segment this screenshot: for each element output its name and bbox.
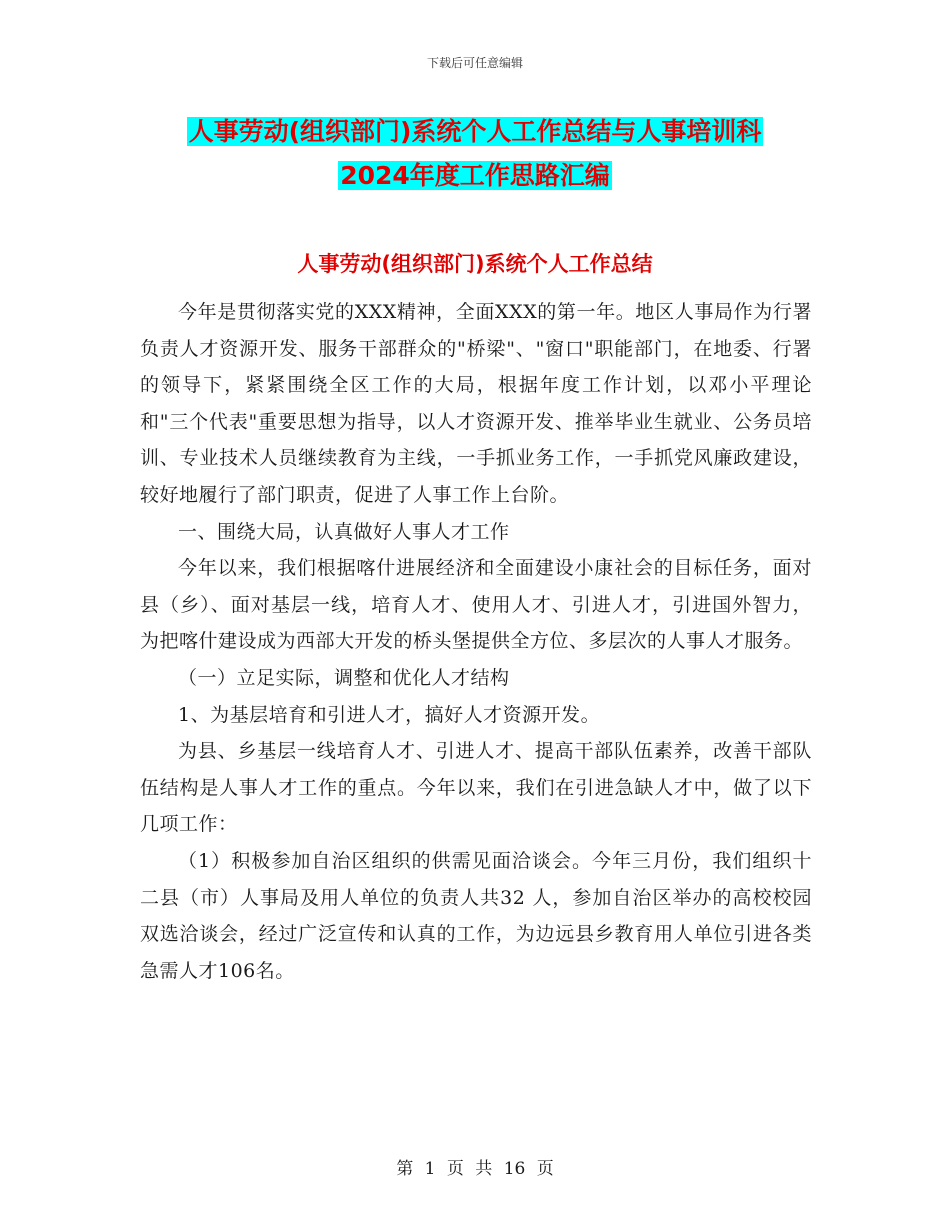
heading-level-1: 一、围绕大局，认真做好人事人才工作 bbox=[178, 520, 510, 543]
paragraph: 今年是贯彻落实党的XXX精神，全面XXX的第一年。地区人事局作为行署负责人才资源开发、服务干部群众的"桥梁"、"窗口"职能部门，在地委、行署的领导下，紧紧围绕全区工作的大局，根据年度工作计划，以邓小平理论和"三个代表"重要思想为指导，以人才资源开发、推举毕业生就业、公务员培训、专业技术人员继续教育为主线，一手抓业务工作，一手抓党风廉政建设，较好地履行了部门职责，促进了人事工作上台阶。 bbox=[140, 301, 812, 506]
title-line-1: 人事劳动(组织部门)系统个人工作总结与人事培训科 bbox=[188, 117, 762, 146]
paragraph: （1）积极参加自治区组织的供需见面洽谈会。今年三月份，我们组织十二县（市）人事局及用人单位的负责人共32 人，参加自治区举办的高校校园双选洽谈会，经过广泛宣传和认真的工作，为边远县乡教育用人单位引进各类急需人才106名。 bbox=[140, 849, 812, 982]
page-number-footer: 第 1 页 共 16 页 bbox=[396, 1159, 554, 1179]
section-title: 人事劳动(组织部门)系统个人工作总结 bbox=[297, 252, 653, 276]
document-title bbox=[130, 110, 820, 198]
page-header-note: 下载后可任意编辑 bbox=[426, 56, 523, 70]
heading-level-2: （一）立足实际，调整和优化人才结构 bbox=[178, 666, 510, 689]
paragraph: 为县、乡基层一线培育人才、引进人才、提高干部队伍素养，改善干部队伍结构是人事人才工作的重点。今年以来，我们在引进急缺人才中，做了以下几项工作： bbox=[140, 740, 812, 836]
body-text bbox=[140, 294, 812, 989]
heading-level-3: 1、为基层培育和引进人才，搞好人才资源开发。 bbox=[178, 703, 601, 726]
title-line-2: 2024年度工作思路汇编 bbox=[340, 161, 610, 190]
paragraph: 今年以来，我们根据喀什进展经济和全面建设小康社会的目标任务，面对县（乡）、面对基层一线，培育人才、使用人才、引进人才，引进国外智力，为把喀什建设成为西部大开发的桥头堡提供全方位、多层次的人事人才服务。 bbox=[140, 557, 812, 653]
